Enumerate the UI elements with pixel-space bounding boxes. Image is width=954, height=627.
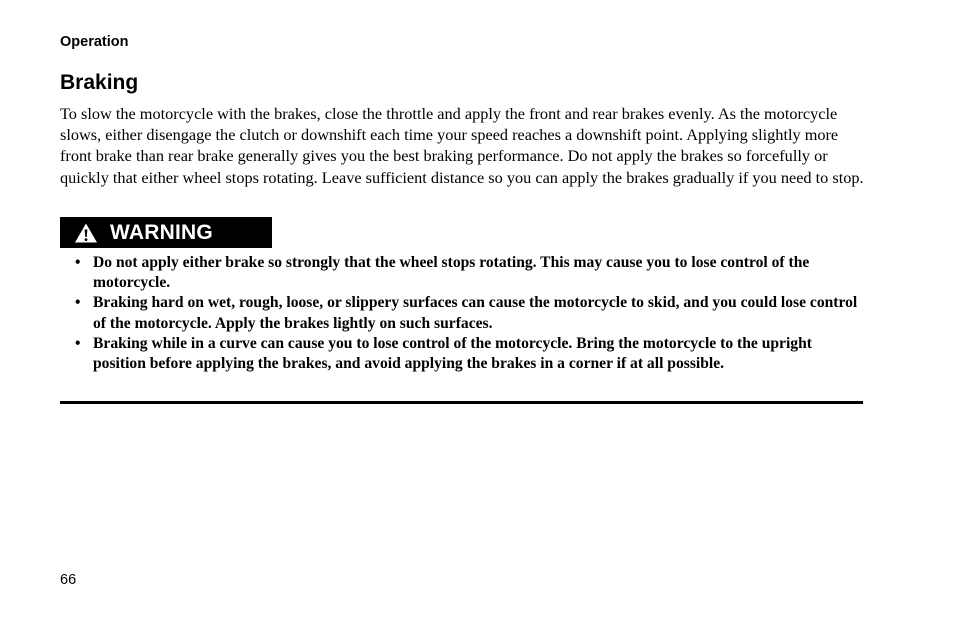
warning-item-text: Do not apply either brake so strongly that the wheel stops rotating. This may cause you to lose control of the motorcycle. <box>93 254 810 292</box>
section-header: Operation <box>60 34 129 50</box>
section-divider <box>60 401 863 404</box>
page-number: 66 <box>60 572 77 588</box>
warning-item-text: Braking hard on wet, rough, loose, or slippery surfaces can cause the motorcycle to skid, and you could lose control of the motorcycle. Apply the brakes lightly on such surfaces. <box>93 294 858 332</box>
warning-triangle-icon <box>74 222 98 244</box>
bullet-icon: • <box>75 254 81 271</box>
warning-item <box>60 293 860 333</box>
warning-item-text: Braking while in a curve can cause you to lose control of the motorcycle. Bring the motorcycle to the upright position before applying the brakes, and avoid applying the brakes in a corner if at all possible. <box>93 334 812 373</box>
warning-item <box>60 334 860 374</box>
warning-item <box>60 253 860 293</box>
page-title: Braking <box>60 71 139 94</box>
warning-list <box>60 253 860 374</box>
warning-banner <box>60 217 272 248</box>
bullet-icon: • <box>75 294 81 312</box>
body-paragraph: To slow the motorcycle with the brakes, close the throttle and apply the front and rear brakes evenly. As the motorcycle slows, either disengage the clutch or downshift each time your speed reaches a downshift point. Applying slightly more front brake than rear brake generally gives you the best braking performance. Do not apply the brakes so forcefully or quickly that either wheel stops rotating. Leave sufficient distance so you can apply the brakes gradually if you need to stop. <box>60 104 864 187</box>
bullet-icon: • <box>75 334 81 352</box>
warning-label: WARNING <box>110 221 213 244</box>
